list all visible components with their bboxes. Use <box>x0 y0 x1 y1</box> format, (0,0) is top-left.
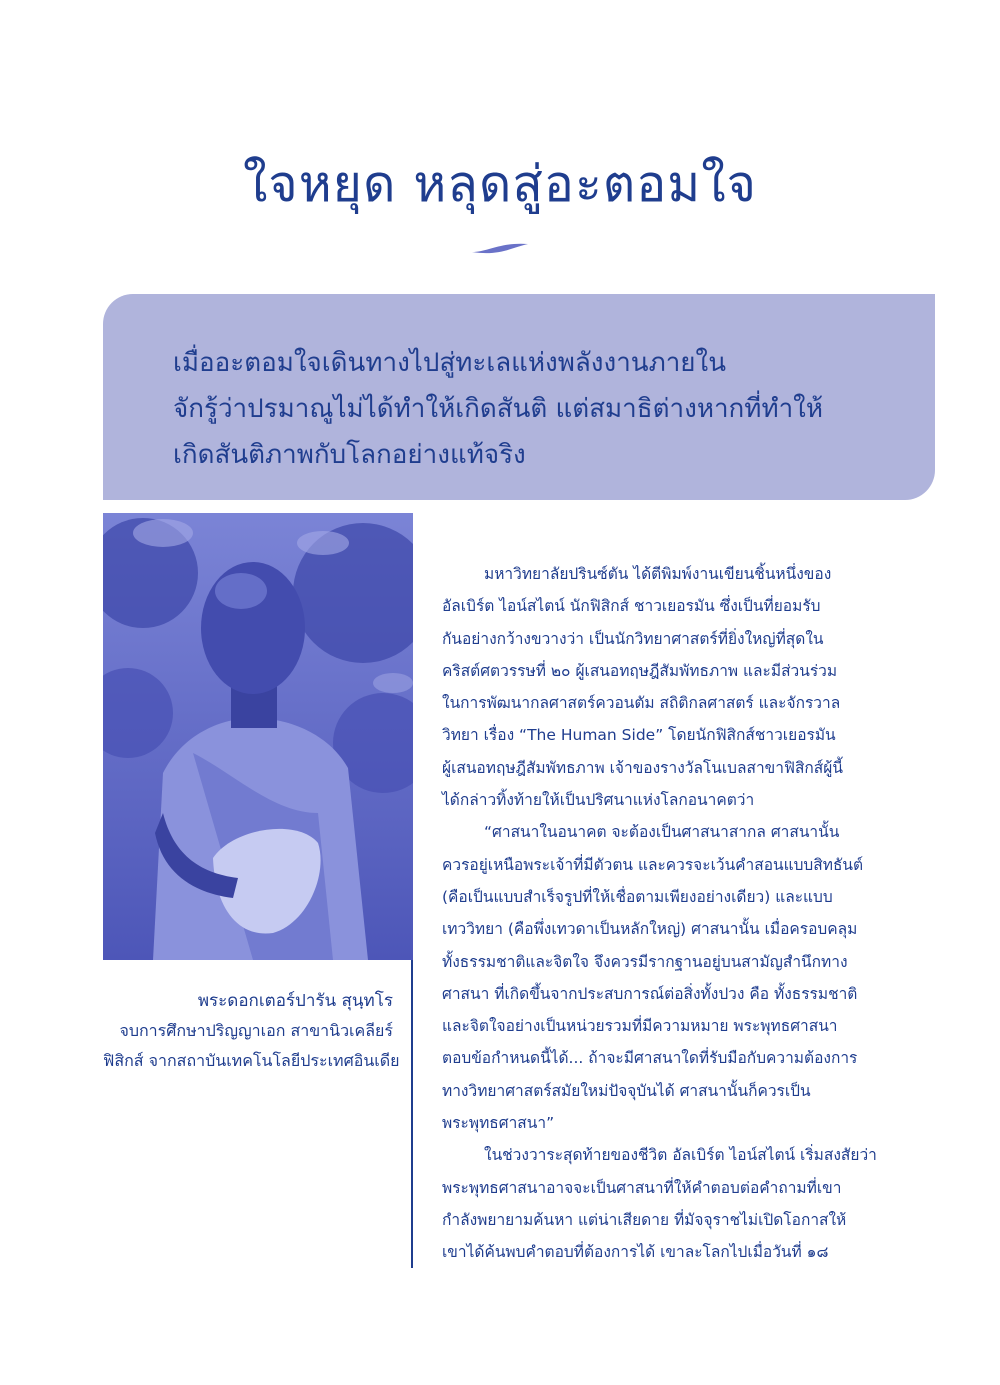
divider <box>411 960 413 1268</box>
body-line: วิทยา เรื่อง “The Human Side” โดยนักฟิสิกส์ชาวเยอรมัน <box>442 726 836 745</box>
body-line: ได้กล่าวทิ้งท้ายให้เป็นปริศนาแห่งโลกอนาคตว่า <box>442 791 755 810</box>
intro-line: เกิดสันติภาพกับโลกอย่างแท้จริง <box>173 440 526 470</box>
intro-text <box>173 340 913 478</box>
intro-line: จักรู้ว่าปรมาณูไม่ได้ทำให้เกิดสันติ แต่สมาธิต่างหากที่ทำให้ <box>173 394 824 424</box>
body-line: และจิตใจอย่างเป็นหน่วยรวมที่มีความหมาย พระพุทธศาสนา <box>442 1017 838 1036</box>
body-line: อัลเบิร์ต ไอน์สไตน์ นักฟิสิกส์ ชาวเยอรมัน ซึ่งเป็นที่ยอมรับ <box>442 597 821 616</box>
body-line: เทววิทยา (คือพึ่งเทวดาเป็นหลักใหญ่) ศาสนานั้น เมื่อครอบคลุม <box>442 920 858 939</box>
body-line: กำลังพยายามค้นหา แต่น่าเสียดาย ที่มัจจุราชไม่เปิดโอกาสให้ <box>442 1210 847 1229</box>
body-line: ศาสนา ที่เกิดขึ้นจากประสบการณ์ต่อสิ่งทั้งปวง คือ ทั้งธรรมชาติ <box>442 984 858 1003</box>
body-line: กันอย่างกว้างขวางว่า เป็นนักวิทยาศาสตร์ที่ยิ่งใหญ่ที่สุดใน <box>442 629 824 648</box>
body-line: ผู้เสนอทฤษฎีสัมพัทธภาพ เจ้าของรางวัลโนเบลสาขาฟิสิกส์ผู้นี้ <box>442 758 843 777</box>
body-line: ทางวิทยาศาสตร์สมัยใหม่ปัจจุบันได้ ศาสนานั้นก็ควรเป็น <box>442 1081 811 1100</box>
article-body <box>442 558 902 1269</box>
caption-line: จบการศึกษาปริญญาเอก สาขานิวเคลียร์ <box>119 1021 393 1040</box>
body-line: (คือเป็นแบบสำเร็จรูปที่ให้เชื่อตามเพียงอย่างเดียว) และแบบ <box>442 887 833 906</box>
body-line: มหาวิทยาลัยปรินซ์ตัน ได้ตีพิมพ์งานเขียนชิ้นหนึ่งของ <box>484 565 832 583</box>
body-line: พระพุทธศาสนา” <box>442 1114 555 1133</box>
monk-photo-illustration <box>103 513 413 960</box>
intro-line: เมื่ออะตอมใจเดินทางไปสู่ทะเลแห่งพลังงานภายใน <box>173 348 727 378</box>
page-title: ใจหยุด หลุดสู่อะตอมใจ <box>243 155 757 213</box>
body-line: ตอบข้อกำหนดนี้ได้... ถ้าจะมีศาสนาใดที่รับมือกับความต้องการ <box>442 1049 858 1068</box>
caption-name: พระดอกเตอร์ปารัน สุนฺทโร <box>197 991 393 1011</box>
body-line: ทั้งธรรมชาติและจิตใจ จึงควรมีรากฐานอยู่บนสามัญสำนึกทาง <box>442 952 848 971</box>
monk-photo <box>103 513 413 960</box>
caption-line: ฟิสิกส์ จากสถาบันเทคโนโลยีประเทศอินเดีย <box>103 1051 400 1070</box>
body-line: ควรอยู่เหนือพระเจ้าที่มีตัวตน และควรจะเว้นคำสอนแบบสิทธันต์ <box>442 855 864 874</box>
photo-caption <box>103 986 400 1076</box>
body-line: ในช่วงวาระสุดท้ายของชีวิต อัลเบิร์ต ไอน์สไตน์ เริ่มสงสัยว่า <box>484 1146 877 1165</box>
body-line: “ศาสนาในอนาคต จะต้องเป็นศาสนาสากล ศาสนานั้น <box>484 823 840 842</box>
wave-ornament-icon <box>470 240 530 256</box>
body-line: ในการพัฒนากลศาสตร์ควอนตัม สถิติกลศาสตร์ และจักรวาล <box>442 694 841 713</box>
body-line: เขาได้ค้นพบคำตอบที่ต้องการได้ เขาละโลกไปเมื่อวันที่ ๑๘ <box>442 1243 829 1262</box>
body-line: คริสต์ศตวรรษที่ ๒๐ ผู้เสนอทฤษฎีสัมพัทธภาพ และมีส่วนร่วม <box>442 661 838 680</box>
body-line: พระพุทธศาสนาอาจจะเป็นศาสนาที่ให้คำตอบต่อคำถามที่เขา <box>442 1178 842 1197</box>
